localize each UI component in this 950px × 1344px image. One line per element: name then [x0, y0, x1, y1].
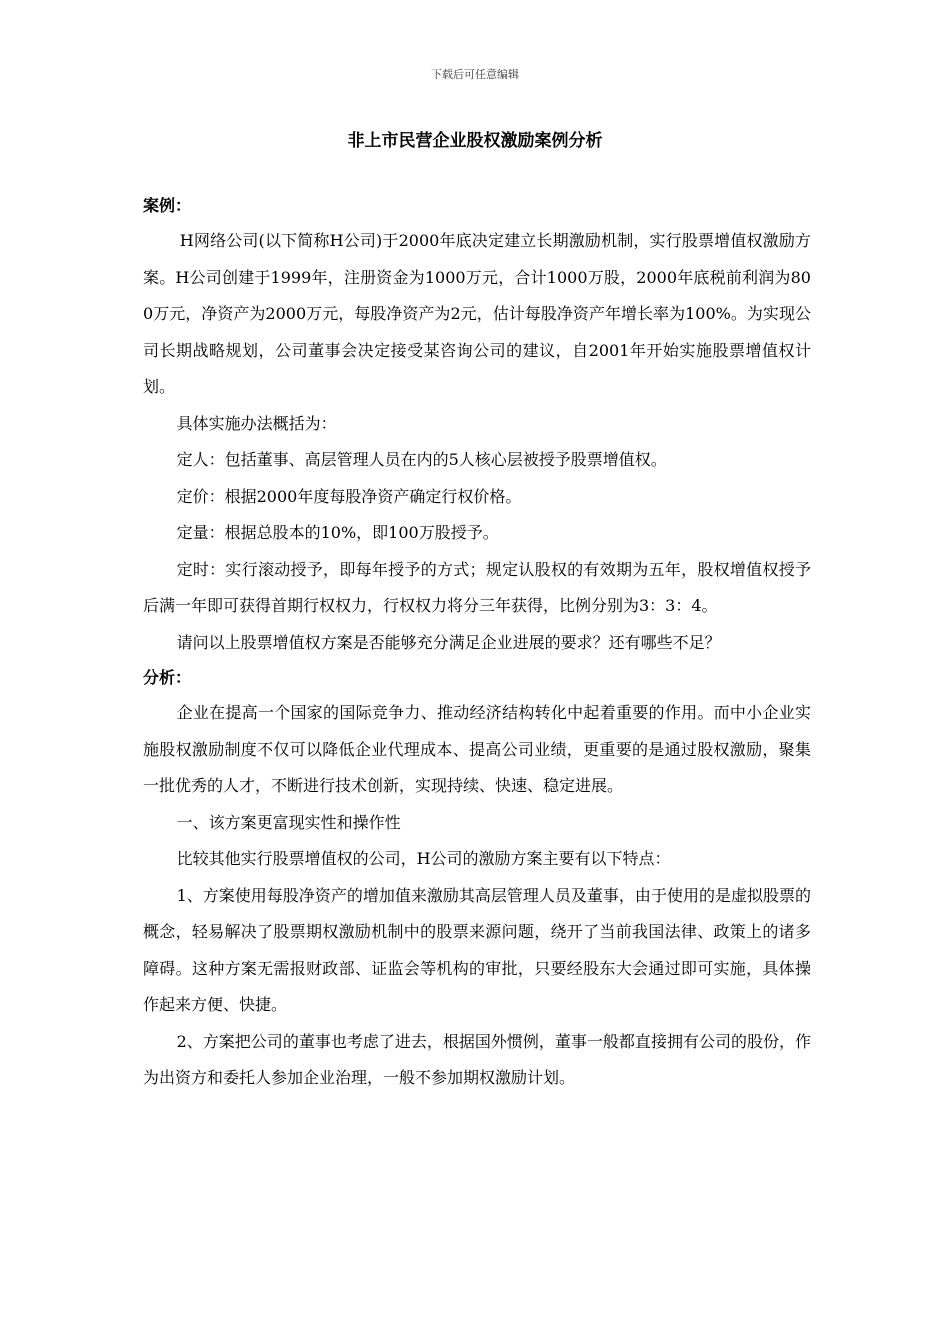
case-paragraph: 定量：根据总股本的10%，即100万股授予。 — [176, 523, 499, 542]
case-paragraph: 定价：根据2000年度每股净资产确定行权价格。 — [176, 486, 522, 506]
header-note: 下载后可任意编辑 — [431, 68, 519, 81]
analysis-paragraph: 1、方案使用每股净资产的增加值来激励其高层管理人员及董事，由于使用的是虚拟股票的概念，轻易解决了股票期权激励机制中的股票来源问题，绕开了当前我国法律、政策上的诸多障碍。这种方案无需报财政部、证监会等机构的审批，只要经股东大会通过即可实施，具体操作起来方便、快捷。 — [143, 885, 811, 1014]
case-paragraph: 请问以上股票增值权方案是否能够充分满足企业进展的要求？还有哪些不足？ — [176, 632, 721, 652]
analysis-paragraph: 比较其他实行股票增值权的公司，H公司的激励方案主要有以下特点： — [176, 849, 671, 868]
case-heading: 案例： — [143, 196, 192, 215]
case-paragraph: 具体实施办法概括为： — [176, 413, 337, 433]
analysis-paragraph: 一、该方案更富现实性和操作性 — [176, 812, 401, 832]
analysis-paragraph: 2、方案把公司的董事也考虑了进去，根据国外惯例，董事一般都直接拥有公司的股份，作为出资方和委托人参加企业治理，一般不参加期权激励计划。 — [143, 1031, 811, 1087]
case-paragraph: 定人：包括董事、高层管理人员在内的5人核心层被授予股票增值权。 — [176, 450, 667, 469]
case-paragraph: H网络公司(以下简称H公司)于2000年底决定建立长期激励机制，实行股票增值权激励方案。H公司创建于1999年，注册资金为1000万元，合计1000万股，2000年底税前利润为800万元，净资产为2000万元，每股净资产为2元，估计每股净资产年增长率为100%。为实现公司长期战略规划，公司董事会决定接受某咨询公司的建议，自2001年开始实施股票增值权计划。 — [143, 231, 811, 396]
analysis-heading: 分析： — [143, 668, 192, 687]
analysis-paragraph: 企业在提高一个国家的国际竞争力、推动经济结构转化中起着重要的作用。而中小企业实施股权激励制度不仅可以降低企业代理成本、提高公司业绩，更重要的是通过股权激励，聚集一批优秀的人才，不断进行技术创新，实现持续、快速、稳定进展。 — [143, 703, 811, 795]
document-body — [143, 189, 811, 1097]
case-paragraph: 定时：实行滚动授予，即每年授予的方式；规定认股权的有效期为五年，股权增值权授予后满一年即可获得首期行权权力，行权权力将分三年获得，比例分别为3：3：4。 — [143, 559, 811, 615]
document-title: 非上市民营企业股权激励案例分析 — [347, 131, 603, 151]
